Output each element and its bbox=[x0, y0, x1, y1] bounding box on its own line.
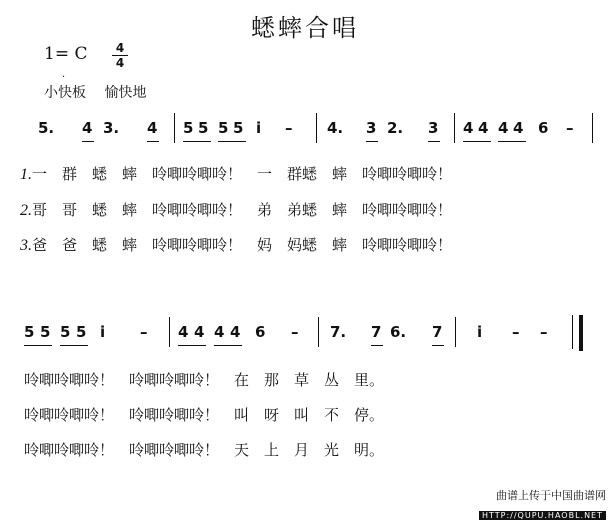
note: 4 bbox=[147, 119, 158, 137]
bar-line bbox=[454, 113, 455, 143]
eighth-underline bbox=[432, 345, 444, 346]
eighth-underline bbox=[178, 345, 206, 346]
note: – bbox=[540, 323, 548, 341]
lyric-line-2-verse-3: 呤唧呤唧呤！ 呤唧呤唧呤！ 天 上 月 光 明。 bbox=[24, 441, 385, 459]
watermark-text: 曲谱上传于中国曲谱网 bbox=[496, 489, 606, 502]
tempo-expression: 愉快地 bbox=[104, 85, 147, 101]
notation-line-1 bbox=[0, 119, 610, 159]
note: 5 bbox=[218, 119, 229, 137]
note: 7 bbox=[432, 323, 443, 341]
watermark bbox=[479, 487, 606, 522]
note: 4 bbox=[463, 119, 474, 137]
lyric-text: 一 群 蟋 蟀 呤唧呤唧呤！ 一 群蟋 蟀 呤唧呤唧呤！ bbox=[32, 165, 453, 183]
note: 5 bbox=[40, 323, 51, 341]
bar-line bbox=[174, 113, 175, 143]
bar-line bbox=[592, 113, 593, 143]
note: 4 bbox=[194, 323, 205, 341]
note: 4 bbox=[178, 323, 189, 341]
note: 3. bbox=[103, 119, 120, 137]
note: i bbox=[100, 323, 106, 341]
eighth-underline bbox=[463, 141, 491, 142]
time-signature bbox=[112, 42, 128, 69]
note: 4 bbox=[82, 119, 93, 137]
note: – bbox=[291, 323, 299, 341]
eighth-underline bbox=[218, 141, 246, 142]
lyric-text: 哥 哥 蟋 蟀 呤唧呤唧呤！ 弟 弟蟋 蟀 呤唧呤唧呤！ bbox=[32, 201, 453, 219]
eighth-underline bbox=[371, 345, 383, 346]
note: 2. bbox=[387, 119, 404, 137]
bar-line bbox=[316, 113, 317, 143]
eighth-underline bbox=[82, 141, 94, 142]
note: 6. bbox=[390, 323, 407, 341]
note: 4. bbox=[327, 119, 344, 137]
note: – bbox=[140, 323, 148, 341]
note: i bbox=[477, 323, 483, 341]
note: – bbox=[285, 119, 293, 137]
final-bar-thin bbox=[572, 315, 573, 349]
note: – bbox=[512, 323, 520, 341]
final-bar-thick bbox=[579, 315, 583, 351]
note: 5 bbox=[233, 119, 244, 137]
verse-number: 2. bbox=[20, 202, 32, 219]
song-title: 蟋蟀合唱 bbox=[251, 14, 359, 42]
note: – bbox=[566, 119, 574, 137]
note: 7. bbox=[330, 323, 347, 341]
note: 5 bbox=[183, 119, 194, 137]
notation-line-2 bbox=[0, 323, 610, 363]
eighth-underline bbox=[183, 141, 211, 142]
lyric-text: 爸 爸 蟋 蟀 呤唧呤唧呤！ 妈 妈蟋 蟀 呤唧呤唧呤！ bbox=[32, 236, 453, 254]
eighth-underline bbox=[60, 345, 88, 346]
eighth-underline bbox=[147, 141, 159, 142]
note: 5. bbox=[38, 119, 55, 137]
note: 4 bbox=[214, 323, 225, 341]
key-signature: 1= C bbox=[44, 44, 88, 64]
bar-line bbox=[318, 317, 319, 347]
eighth-underline bbox=[214, 345, 242, 346]
lyric-verse-3 bbox=[20, 234, 452, 255]
watermark-url: HTTP://QUPU.HAOBL.NET bbox=[479, 511, 606, 520]
tempo-marking bbox=[44, 82, 160, 102]
note: 5 bbox=[76, 323, 87, 341]
bar-line bbox=[455, 317, 456, 347]
verse-number: 1. bbox=[20, 166, 32, 183]
lyric-verse-1 bbox=[20, 163, 452, 184]
time-signature-top: 4 bbox=[115, 41, 125, 55]
eighth-underline bbox=[24, 345, 52, 346]
bar-line bbox=[169, 317, 170, 347]
lyric-verse-2 bbox=[20, 199, 452, 220]
note: 4 bbox=[230, 323, 241, 341]
note: 3 bbox=[428, 119, 439, 137]
verse-number: 3. bbox=[20, 237, 32, 254]
lyric-line-2-verse-2: 呤唧呤唧呤！ 呤唧呤唧呤！ 叫 呀 叫 不 停。 bbox=[24, 406, 385, 424]
eighth-underline bbox=[428, 141, 440, 142]
tempo-dot: · bbox=[62, 72, 66, 83]
eighth-underline bbox=[498, 141, 526, 142]
note: 4 bbox=[478, 119, 489, 137]
time-signature-bottom: 4 bbox=[115, 56, 125, 70]
note: 6 bbox=[255, 323, 266, 341]
note: 5 bbox=[60, 323, 71, 341]
note: 4 bbox=[498, 119, 509, 137]
eighth-underline bbox=[366, 141, 378, 142]
note: i bbox=[256, 119, 262, 137]
note: 6 bbox=[538, 119, 549, 137]
tempo-speed: 小快板 bbox=[44, 85, 86, 101]
note: 7 bbox=[371, 323, 382, 341]
note: 3 bbox=[366, 119, 377, 137]
note: 4 bbox=[513, 119, 524, 137]
lyric-line-2-verse-1: 呤唧呤唧呤！ 呤唧呤唧呤！ 在 那 草 丛 里。 bbox=[24, 371, 385, 389]
note: 5 bbox=[24, 323, 35, 341]
note: 5 bbox=[198, 119, 209, 137]
